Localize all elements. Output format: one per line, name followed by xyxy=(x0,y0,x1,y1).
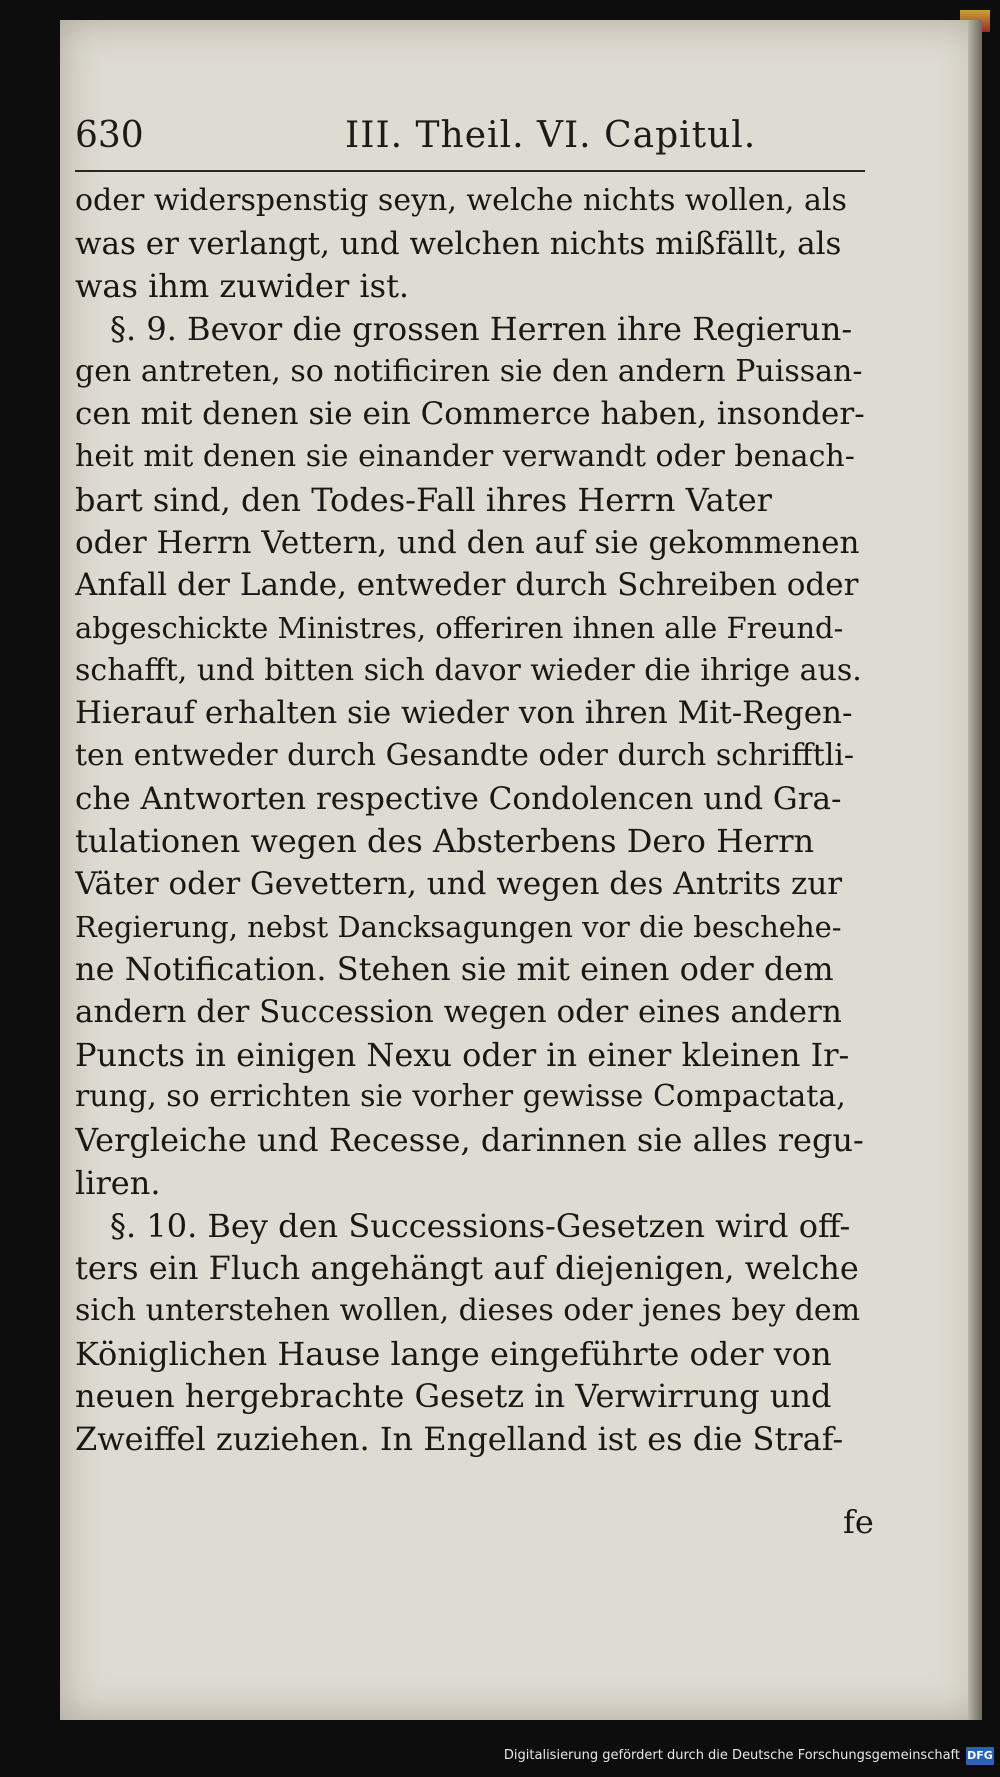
text-line: Hierauf erhalten sie wieder von ihren Mit-Regen- xyxy=(75,695,853,732)
page-header xyxy=(75,110,865,172)
text-line: oder Herrn Vettern, und den auf sie gekommenen xyxy=(75,524,860,561)
page-edge xyxy=(968,20,982,1720)
text-line: Regierung, nebst Dancksagungen vor die beschehe- xyxy=(75,909,842,944)
text-line: was er verlangt, und welchen nichts mißfällt, als xyxy=(75,225,842,262)
body-text xyxy=(75,180,865,1461)
text-line: Königlichen Hause lange eingeführte oder von xyxy=(75,1334,832,1373)
text-line: Puncts in einigen Nexu oder in einer kleinen Ir- xyxy=(75,1035,850,1074)
text-line: ten entweder durch Gesandte oder durch schrifftli- xyxy=(75,737,855,773)
dfg-logo-icon: DFG xyxy=(966,1747,994,1765)
text-line: che Antworten respective Condolencen und Gra- xyxy=(75,780,842,817)
text-line: heit mit denen sie einander verwandt oder benach- xyxy=(75,439,855,475)
text-line: §. 9. Bevor die grossen Herren ihre Regierun- xyxy=(110,310,853,349)
text-line: oder widerspenstig seyn, welche nichts wollen, als xyxy=(75,183,847,218)
text-line: neuen hergebrachte Gesetz in Verwirrung und xyxy=(75,1377,832,1416)
text-line: sich unterstehen wollen, dieses oder jenes bey dem xyxy=(75,1292,861,1328)
text-line: was ihm zuwider ist. xyxy=(75,267,410,306)
text-line: §. 10. Bey den Successions-Gesetzen wird off- xyxy=(110,1206,851,1245)
text-line: rung, so errichten sie vorher gewisse Compactata, xyxy=(75,1079,846,1115)
text-line: abgeschickte Ministres, offeriren ihnen alle Freund- xyxy=(75,610,844,645)
text-line: andern der Succession wegen oder eines andern xyxy=(75,994,842,1031)
text-line: gen antreten, so notificiren sie den andern Puissan- xyxy=(75,353,863,389)
text-line: ne Notification. Stehen sie mit einen oder dem xyxy=(75,950,834,989)
text-line: ters ein Fluch angehängt auf diejenigen, welche xyxy=(75,1249,859,1288)
page-number: 630 xyxy=(75,115,144,156)
text-line: liren. xyxy=(75,1163,161,1202)
text-line: cen mit denen sie ein Commerce haben, insonder- xyxy=(75,396,865,433)
text-line: Zweiffel zuziehen. In Engelland ist es die Straf- xyxy=(75,1419,844,1458)
catchword: fe xyxy=(843,1503,874,1541)
text-line: bart sind, den Todes-Fall ihres Herrn Vater xyxy=(75,480,772,519)
text-line: Väter oder Gevettern, und wegen des Antrits zur xyxy=(75,866,843,902)
text-line: Vergleiche und Recesse, darinnen sie alles regu- xyxy=(75,1121,864,1160)
funding-credit: Digitalisierung gefördert durch die Deutsche Forschungsgemeinschaft xyxy=(503,1748,960,1763)
text-line: schafft, und bitten sich davor wieder die ihrige aus. xyxy=(75,652,862,688)
running-title: III. Theil. VI. Capitul. xyxy=(345,115,757,156)
text-line: tulationen wegen des Absterbens Dero Herrn xyxy=(75,822,815,861)
text-line: Anfall der Lande, entweder durch Schreiben oder xyxy=(75,567,859,604)
footer-bar xyxy=(0,1727,1000,1777)
